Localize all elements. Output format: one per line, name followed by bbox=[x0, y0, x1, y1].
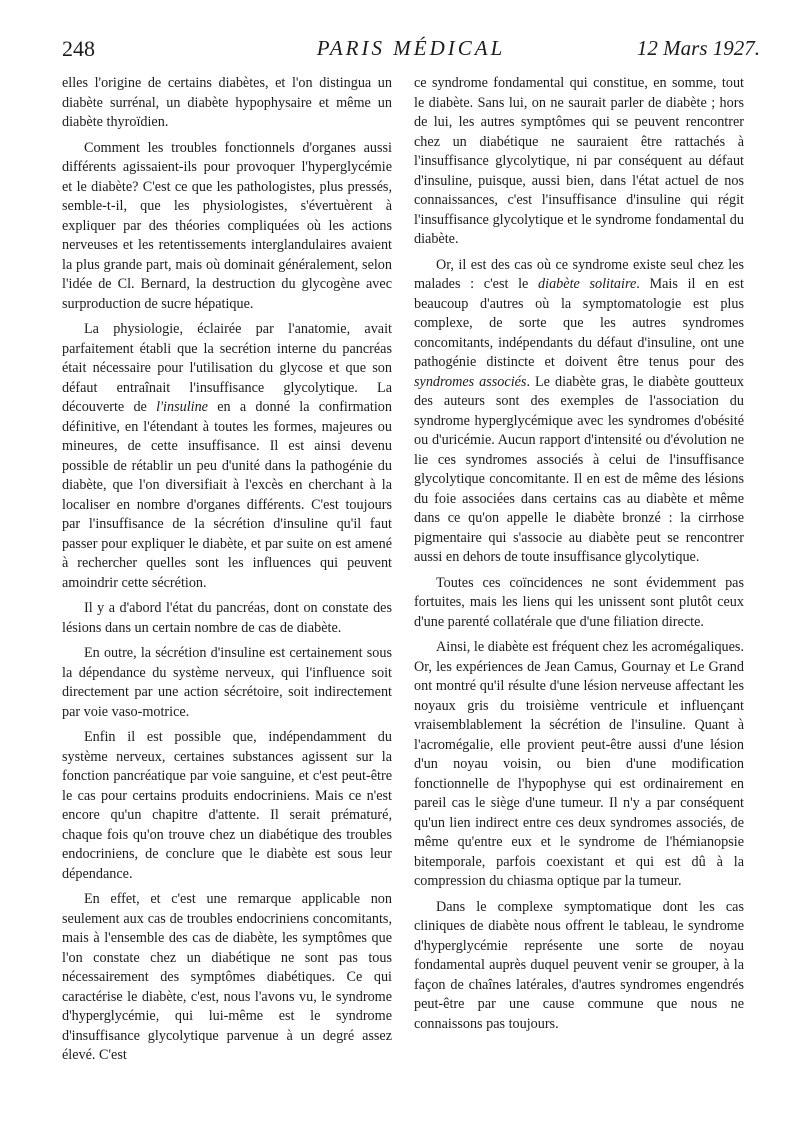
paragraph bbox=[62, 320, 392, 593]
emphasis-syndromes-associes: syndromes associés bbox=[414, 373, 527, 390]
running-header bbox=[62, 34, 760, 68]
paragraph: En outre, la sécrétion d'insuline est certainement sous la dépendance du système nerveux, qui l'influence soit directement par une action sécrétoire, soit indirectement par voie vaso-motrice. bbox=[62, 645, 392, 720]
paragraph: Dans le complexe symptomatique dont les cas cliniques de diabète nous offrent le tableau, le syndrome d'hyperglycémie représente une sorte de noyau fondamental auprès duquel peuvent venir se grouper, à la façon de chaînes latérales, d'autres syndromes engendrés peut-être par une cause commune que nous ne connaissons pas toujours. bbox=[414, 898, 744, 1032]
emphasis-insuline: l'insuline bbox=[156, 399, 208, 415]
paragraph: elles l'origine de certains diabètes, et l'on distingua un diabète surrénal, un diabète hypophysaire et même un diabète thyroïdien. bbox=[62, 75, 392, 130]
paragraph: En effet, et c'est une remarque applicable non seulement aux cas de troubles endocriniens concomitants, mais à l'ensemble des cas de diabète, les symptômes que l'on constate chez un diabétique ne sont pas tous nécessairement des symptômes diabétiques. Ce qui caractérise le diabète, c'est, nous l'avons vu, le syndrome d'hyperglycémie, qui lui-même est le syndrome d'insuffisance glycolytique parvenue à un degré assez élevé. C'est bbox=[62, 891, 392, 1063]
paragraph: Enfin il est possible que, indépendamment du système nerveux, certaines substances agissent sur la fonction pancréatique par voie sanguine, et c'est peut-être le cas pour certains produits endocriniens. Mais ce n'est encore qu'un chapitre d'attente. Il serait prématuré, chaque fois qu'on trouve chez un diabétique des troubles endocriniens, de conclure que le diabète est sous leur dépendance. bbox=[62, 729, 392, 882]
paragraph: Il y a d'abord l'état du pancréas, dont on constate des lésions dans un certain nombre de cas de diabète. bbox=[62, 600, 392, 636]
paragraph: ce syndrome fondamental qui constitue, en somme, tout le diabète. Sans lui, on ne saurait parler de diabète ; hors de lui, les autres symptômes qui se peuvent rencontrer chez un diabétique ne sauraient être rattachés à l'insuffisance glycolytique, ni par conséquent au défaut d'insuline, puisque, aussi bien, dans l'état actuel de nos connaissances, c'est l'insuffisance d'insuline qui régit l'insuffisance glycolytique et le syndrome fondamental du diabète. bbox=[414, 75, 744, 247]
left-column bbox=[62, 74, 392, 1066]
right-column bbox=[414, 74, 744, 1034]
paragraph-text: . Mais il en est beaucoup d'autres où la symptomatologie est plus complexe, de sorte que les autres syndromes concomitants, indépendants du défaut d'insuline, ont une pathogénie distincte et doivent être tenus pour des bbox=[414, 276, 744, 370]
paragraph-text: La physiologie, éclairée par l'anatomie, avait parfaitement établi que la secrétion interne du pancréas était nécessaire pour l'utilisation du glycose et que son défaut entraînait l'insuffisance glycolytique. La découverte de bbox=[62, 321, 392, 415]
paragraph-text: . Le diabète gras, le diabète goutteux des auteurs sont des exemples de l'association du syndrome hyperglycémique avec les syndromes d'obésité ou d'uricémie. Aucun rapport d'intensité ou d'évolution ne lie ces syndromes associés à celui de l'insuffisance glycolytique concomitante. Il en est de même des lésions du foie associées dans certains cas au diabète et même dans ce qu'on appelle le diabète bronzé : la cirrhose pigmentaire qui s'associe au diabète peut se rencontrer aussi en dehors de toute insuffisance glycolytique. bbox=[414, 373, 744, 565]
paragraph: Toutes ces coïncidences ne sont évidemment pas fortuites, mais les liens qui les unissent sont plutôt ceux d'une parenté collatérale que d'une filiation directe. bbox=[414, 574, 744, 630]
emphasis-diabete-solitaire: diabète solitaire bbox=[538, 276, 637, 292]
paragraph-text: Or, il est des cas où ce syndrome existe seul chez les malades : c'est le bbox=[414, 256, 744, 292]
page-number: 248 bbox=[62, 36, 95, 61]
paragraph: Comment les troubles fonctionnels d'organes aussi différents agissaient-ils pour provoquer l'hyperglycémie et le diabète? C'est ce que les pathologistes, plus pressés, semble-t-il, que les physiologistes, s'évertuèrent à expliquer par des théories compliquées où les actions nerveuses et les retentissements interglandulaires avaient la plus grande part, mais où dominait généralement, selon l'idée de Cl. Bernard, la destruction du glycogène avec surproduction de sucre hépatique. bbox=[62, 139, 392, 312]
journal-title: PARIS MÉDICAL bbox=[316, 36, 506, 60]
paragraph bbox=[414, 256, 744, 568]
issue-date: 12 Mars 1927. bbox=[636, 36, 760, 60]
paragraph: Ainsi, le diabète est fréquent chez les acromégaliques. Or, les expériences de Jean Camus, Gournay et Le Grand ont montré qu'il résulte d'une lésion nerveuse affectant les noyaux gris du troisième ventricule et influençant vraisemblablement la sécrétion de l'insuline. Quant à l'acromégalie, elle provient peut-être aussi d'une lésion d'un noyau voisin, ou bien d'une modification fonctionnelle de l'hypophyse qui est ordinairement en pareil cas le siège d'une tumeur. Il n'y a par conséquent qu'un lien indirect entre ces deux syndromes associés, de même qu'entre eux et le syndrome de l'hémianopsie bitemporale, parfois coexistant et qui est dû à la compression du chiasma optique par la tumeur. bbox=[414, 639, 744, 889]
paragraph-text: en a donné la confirmation définitive, en l'étendant à toutes les formes, majeures ou mineures, de cette insuffisance. Il est ainsi devenu possible de rétablir un peu d'unité dans la pathogénie du diabète, que l'on diversifiait à l'excès en cherchant à la localiser en nombre d'organes différents. C'est toujours par l'insuffisance de la sécrétion d'insuline qu'il faut passer pour expliquer le diabète, et par suite on est amené à rechercher quelles sont les influences qui peuvent amoindrir cette sécrétion. bbox=[62, 399, 392, 591]
